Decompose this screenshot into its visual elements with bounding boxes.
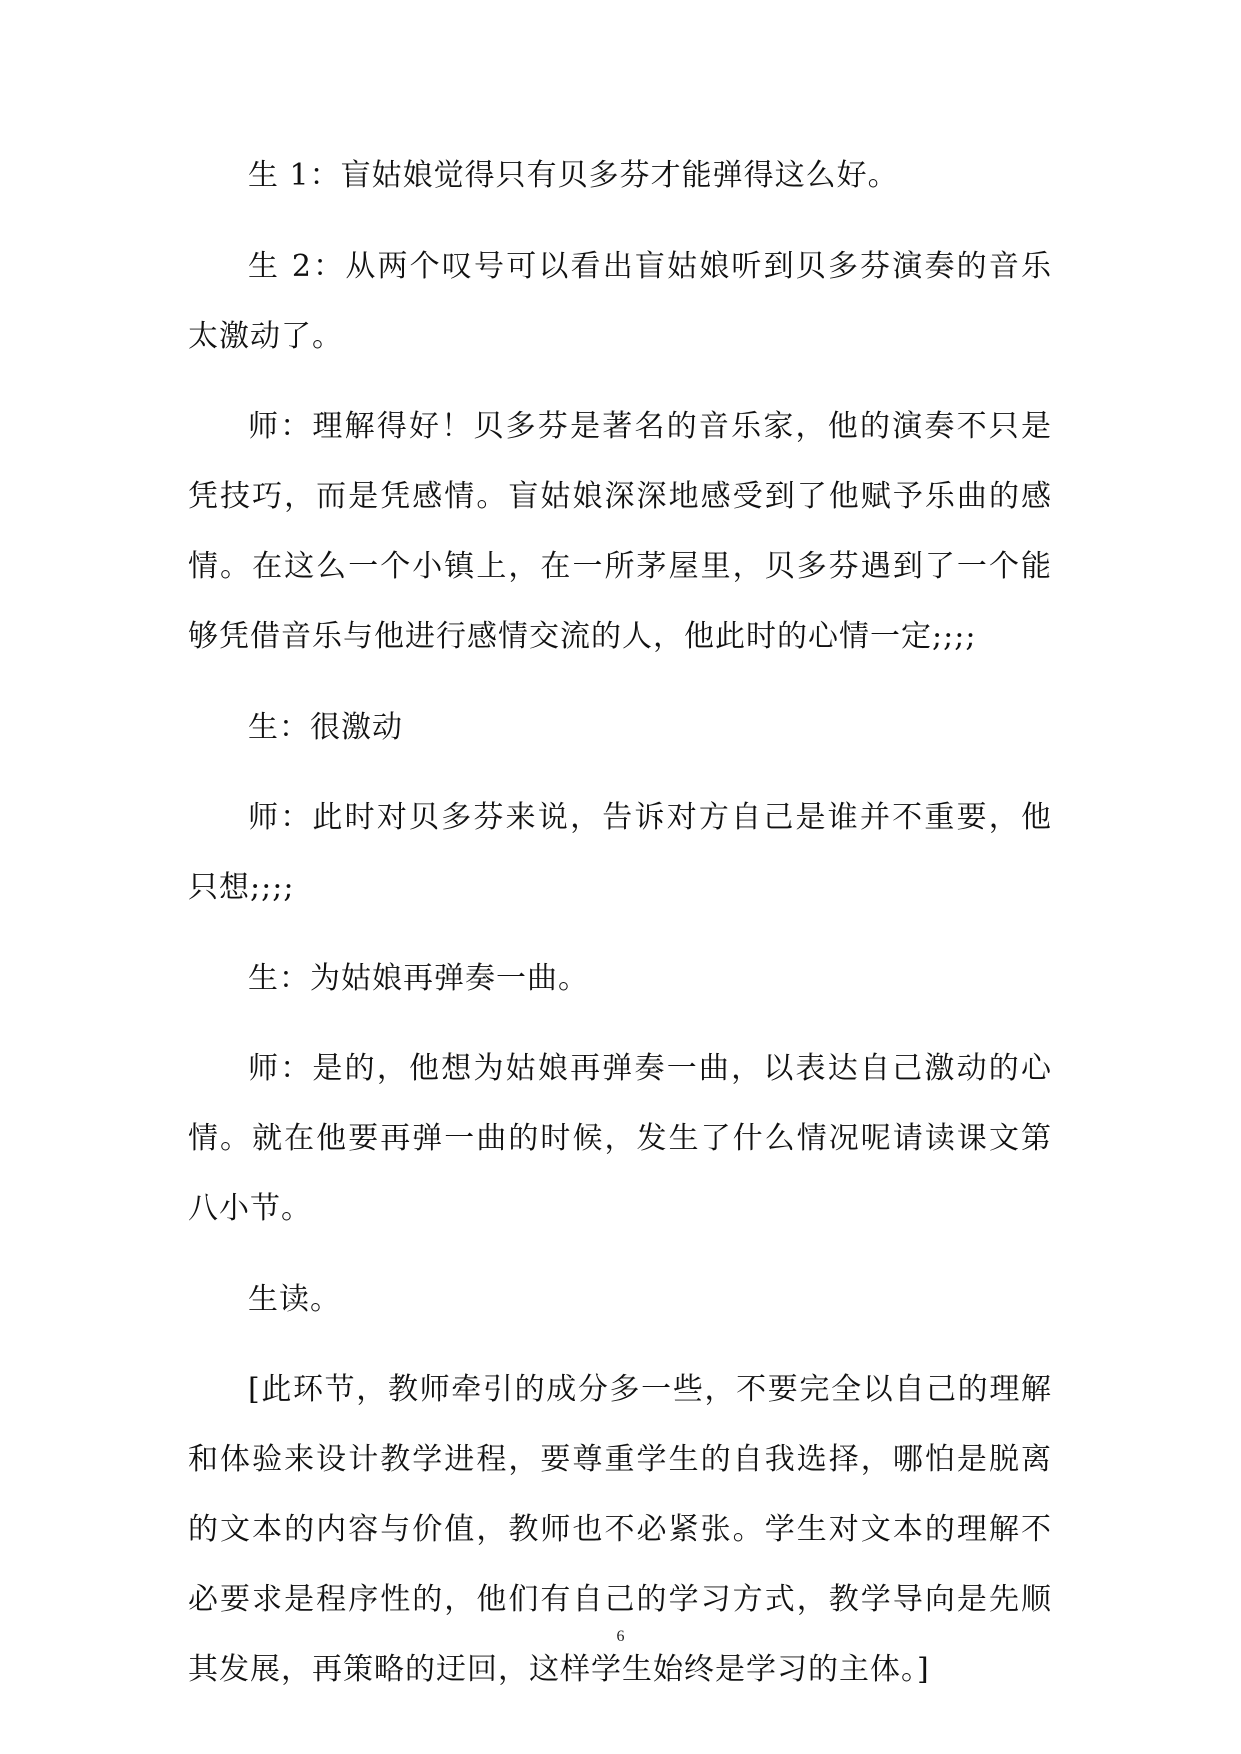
page-number: 6	[616, 1628, 625, 1645]
paragraph-student-3: 生：很激动	[248, 709, 403, 745]
paragraph-teacher-3: 师：是的，他想为姑娘再弹奏一曲，以表达自己激动的心情。就在他要再弹一曲的时候，发生了什么情况呢请读课文第八小节。	[188, 1051, 1052, 1226]
paragraph-student-1: 生 1：盲姑娘觉得只有贝多芬才能弹得这么好。	[248, 158, 899, 193]
paragraph-teacher-2: 师：此时对贝多芬来说，告诉对方自己是谁并不重要，他只想;;;;	[188, 800, 1052, 905]
paragraph-student-2: 生 2：从两个叹号可以看出盲姑娘听到贝多芬演奏的音乐太激动了。	[188, 248, 1052, 354]
page-body	[188, 141, 1052, 1726]
paragraph-commentary: [此环节，教师牵引的成分多一些，不要完全以自己的理解和体验来设计教学进程，要尊重学生的自我选择，哪怕是脱离的文本的内容与价值，教师也不必紧张。学生对文本的理解不必要求是程序性的，他们有自己的学习方式，教学导向是先顺其发展，再策略的迂回，这样学生始终是学习的主体。]	[188, 1372, 1052, 1687]
paragraph-student-4: 生：为姑娘再弹奏一曲。	[248, 960, 589, 996]
paragraph-teacher-1: 师：理解得好！贝多芬是著名的音乐家，他的演奏不只是凭技巧，而是凭感情。盲姑娘深深地感受到了他赋予乐曲的感情。在这么一个小镇上，在一所茅屋里，贝多芬遇到了一个能够凭借音乐与他进行感情交流的人，他此时的心情一定;;;;	[188, 409, 1052, 654]
paragraph-student-reading: 生读。	[248, 1281, 341, 1317]
